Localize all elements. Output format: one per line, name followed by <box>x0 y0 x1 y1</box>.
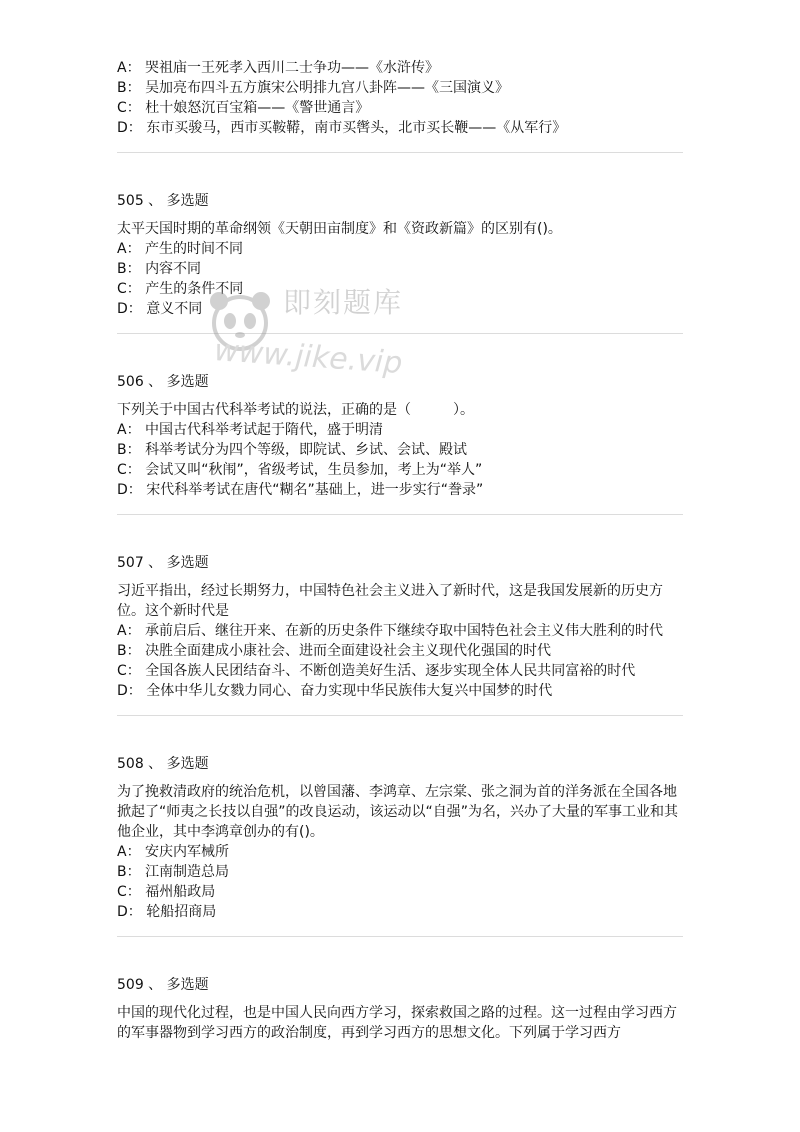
question-header: 509 、 多选题 <box>117 977 209 993</box>
option-d: D： 东市买骏马，西市买鞍鞯，南市买辔头，北市买长鞭——《从军行》 <box>117 120 567 136</box>
question-506 <box>117 372 683 500</box>
question-508 <box>117 754 683 922</box>
exam-page <box>117 58 683 1043</box>
option-b: B： 江南制造总局 <box>117 864 230 880</box>
question-header: 508 、 多选题 <box>117 756 209 772</box>
option-c: C： 全国各族人民团结奋斗、不断创造美好生活、逐步实现全体人民共同富裕的时代 <box>117 663 636 679</box>
question-header: 505 、 多选题 <box>117 193 209 209</box>
question-text: 下列关于中国古代科举考试的说法，正确的是（ ）。 <box>117 402 474 418</box>
option-d: D： 全体中华儿女戮力同心、奋力实现中华民族伟大复兴中国梦的时代 <box>117 683 553 699</box>
option-c: C： 会试又叫“秋闱”，省级考试，生员参加，考上为“举人” <box>117 462 483 478</box>
option-d: D： 意义不同 <box>117 301 203 317</box>
option-c: C： 福州船政局 <box>117 884 216 900</box>
option-a: A： 哭祖庙一王死孝入西川二士争功——《水浒传》 <box>117 60 440 76</box>
question-507 <box>117 553 683 701</box>
option-c: C： 杜十娘怒沉百宝箱——《警世通言》 <box>117 100 370 116</box>
prev-options <box>117 58 683 138</box>
option-d: D： 宋代科举考试在唐代“糊名”基础上，进一步实行“誊录” <box>117 482 484 498</box>
option-a: A： 安庆内军械所 <box>117 844 230 860</box>
option-a: A： 中国古代科举考试起于隋代，盛于明清 <box>117 422 384 438</box>
question-text: 习近平指出，经过长期努力，中国特色社会主义进入了新时代，这是我国发展新的历史方位。这个新时代是 <box>117 583 663 619</box>
watermark-brand: 即刻题库 <box>283 286 404 319</box>
option-b: B： 科举考试分为四个等级，即院试、乡试、会试、殿试 <box>117 442 468 458</box>
option-b: B： 决胜全面建成小康社会、进而全面建设社会主义现代化强国的时代 <box>117 643 552 659</box>
option-a: A： 承前启后、继往开来、在新的历史条件下继续夺取中国特色社会主义伟大胜利的时代 <box>117 623 664 639</box>
option-c: C： 产生的条件不同 <box>117 281 244 297</box>
option-b: B： 内容不同 <box>117 261 202 277</box>
question-505 <box>117 191 683 319</box>
question-header: 506 、 多选题 <box>117 374 209 390</box>
option-a: A： 产生的时间不同 <box>117 241 244 257</box>
question-header: 507 、 多选题 <box>117 555 209 571</box>
question-text: 太平天国时期的革命纲领《天朝田亩制度》和《资政新篇》的区别有()。 <box>117 221 562 237</box>
question-text: 为了挽救清政府的统治危机，以曾国藩、李鸿章、左宗棠、张之洞为首的洋务派在全国各地掀起了“师夷之长技以自强”的改良运动，该运动以“自强”为名，兴办了大量的军事工业和其他企业，其中李鸿章创办的有()。 <box>117 784 679 840</box>
option-d: D： 轮船招商局 <box>117 904 217 920</box>
question-509 <box>117 975 683 1043</box>
option-b: B： 吴加亮布四斗五方旗宋公明排九宫八卦阵——《三国演义》 <box>117 80 510 96</box>
watermark-url: www.jike.vip <box>213 333 404 382</box>
question-text: 中国的现代化过程，也是中国人民向西方学习，探索救国之路的过程。这一过程由学习西方的军事器物到学习西方的政治制度，再到学习西方的思想文化。下列属于学习西方 <box>117 1005 677 1041</box>
